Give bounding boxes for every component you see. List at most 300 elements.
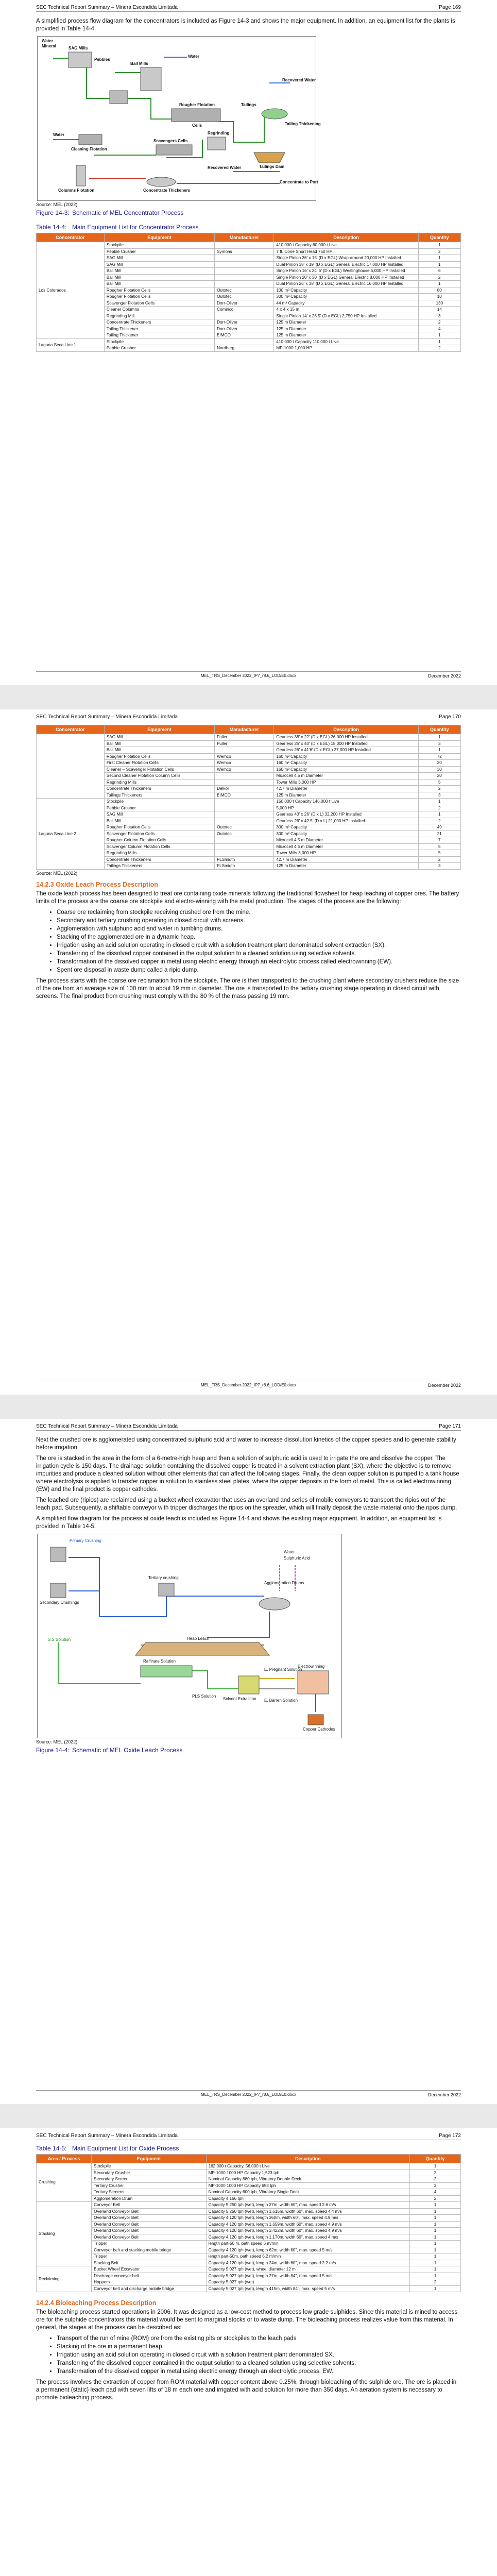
primary-crusher-shape xyxy=(50,1547,66,1562)
pls-flow xyxy=(192,1671,238,1689)
table-cell: Cominco xyxy=(215,307,274,313)
diag-label-pregnant-solution: E. Pregnant Solution xyxy=(264,1667,302,1672)
page-number: Page 169 xyxy=(439,5,461,10)
table-cell: Fuller xyxy=(215,734,274,741)
group-cell: Laguna Seca Line 1 xyxy=(37,338,105,351)
table-row xyxy=(37,2228,461,2234)
table-cell: 20 xyxy=(418,773,460,779)
table-cell: Rougher Flotation Cells xyxy=(104,294,214,300)
table-cell: SAG Mill xyxy=(104,261,214,268)
table-row xyxy=(37,2234,461,2241)
diag-label-raffinate: Raffinate Solution xyxy=(143,1659,176,1664)
diag-label-sulphuric-acid: Sulphuric Acid xyxy=(284,1556,310,1561)
tailings-dam-shape xyxy=(254,152,285,163)
table-cell: Tailing Thickener xyxy=(104,332,214,339)
oxide-crushing-paragraph: The process starts with the coarse ore reclamation from the stockpile. The ore is then transported to the crushing plant where secondary crushers reduce the size of the ore from an average size of 100 mm to about 19 mm in diameter. The ore is transported to the tertiary crushing stage operating in closed circuit with screens. The final product from crushing must comply with the 80 % of the mass passing 19 mm. xyxy=(36,977,459,999)
bioleach-stages-list xyxy=(36,2335,461,2376)
table-cell: length part-50m, path speed 6.2 m/min xyxy=(206,2253,410,2260)
table-cell: Regrinding Mills xyxy=(104,850,214,857)
diag-label-sag-mills: SAG Mills xyxy=(68,46,88,50)
table-cell: Ball Mill xyxy=(104,740,214,747)
table-cell: 1 xyxy=(410,2215,461,2222)
table-cell: Wemco xyxy=(215,766,274,773)
group-cell: Los Colorados xyxy=(37,242,105,339)
list-item: • Stacking of the ore in a permanent heap. xyxy=(57,2343,461,2351)
list-item: • Coarse ore reclaiming from stockpile receiving crushed ore from the mine. xyxy=(57,909,461,917)
table-cell: 42.7 m Diameter xyxy=(274,786,418,792)
footer-text: MEL_TRS_December 2022_IP7_r8.6_LOD/E0.docx xyxy=(201,673,296,678)
table-cell: Capacity 5,027 tph (wet), wheel diameter 12 m xyxy=(206,2266,410,2273)
diag-label-primary-crushing: Primary Crushing xyxy=(70,1538,101,1543)
table-cell xyxy=(215,281,274,287)
cleaning-cells-shape xyxy=(79,134,102,145)
table-cell: Stockpile xyxy=(104,242,214,249)
table-cell: Scavenger Flotation Cells xyxy=(104,300,214,307)
table-cell: Tertiary Screens xyxy=(92,2189,206,2196)
agglomeration-paragraph: Next the crushed ore is agglomerated using concentrated sulphuric acid and water to increase dissolution kinetics of the copper species and to generate stability before irrigation. xyxy=(36,1437,456,1451)
table-cell: Tertiary Crusher xyxy=(92,2182,206,2189)
table-cell: 2 xyxy=(418,856,460,863)
table-cell: Regrinding Mill xyxy=(104,313,214,319)
table-cell: length part-50 m, path speed 6 m/min xyxy=(206,2241,410,2247)
oxide-intro-paragraph: The oxide leach process has been designed to treat ore containing oxide minerals following the traditional flowsheet for heap leaching of copper ores. The battery limits of the process are the coarse ore stockpile and electro-winning with the metal production. The stages of the process are the following: xyxy=(36,890,459,905)
table-cell: 2 xyxy=(418,805,460,811)
oxide-equipment-table xyxy=(36,2154,461,2292)
diag-label-recovered-water-2: Recovered Water xyxy=(208,165,242,170)
table-cell: 42.7 m Diameter xyxy=(274,856,418,863)
table-cell: Conveyor belt and discharge mobile bridge xyxy=(92,2285,206,2292)
page-header xyxy=(36,711,461,721)
table-cell: 1 xyxy=(410,2266,461,2273)
table-cell: 410,000 t Capacity 60,000 t Live xyxy=(274,242,418,249)
table-cell xyxy=(215,268,274,275)
ss-solution-flow xyxy=(58,1642,141,1684)
bioleach-rom-paragraph: The process involves the extraction of copper from ROM material with copper content above 0.25%, through bioleaching of the sulphide ore. The ore is placed in a permanent (static) leach pad with seven lifts of 18 m each one and irrigated with acid solution for more than 350 days. An aeration system is necessary to promote bioleaching process. xyxy=(36,2379,457,2401)
table-cell: 1 xyxy=(410,2234,461,2241)
table-cell: Concentrate Thickeners xyxy=(104,856,214,863)
header-title: SEC Technical Report Summary – Minera Escondida Limitada xyxy=(36,1423,178,1429)
table-cell: 2 xyxy=(410,2176,461,2183)
table-cell: SAG Mill xyxy=(104,734,214,741)
table-cell: 3 xyxy=(418,313,460,319)
list-item: • Irrigation using an acid solution operating in closed circuit with a solution treatment plant denominated solvent extraction (SX). xyxy=(57,942,461,950)
table-header-row xyxy=(37,233,461,242)
table-row xyxy=(37,2285,461,2292)
table-cell: 1 xyxy=(418,255,460,262)
table-row xyxy=(37,2195,461,2202)
table-cell: 1 xyxy=(418,811,460,818)
table-cell: 1 xyxy=(410,2253,461,2260)
diag-label-regrinding: Regrinding xyxy=(208,131,230,135)
tailing-thickener-shape xyxy=(262,109,287,119)
group-cell: Laguna Seca Line 2 xyxy=(37,799,105,870)
page-171 xyxy=(0,1419,497,2104)
table-cell: 30 xyxy=(418,766,460,773)
table-cell: 1 xyxy=(410,2208,461,2215)
figure-number: Figure 14-3: xyxy=(36,209,70,216)
table-cell: Nominal Capacity 600 tph, Vibratory Single Deck xyxy=(206,2189,410,2196)
table-cell: 2 xyxy=(410,2170,461,2176)
table-cell xyxy=(215,850,274,857)
table-cell: 4 xyxy=(418,326,460,332)
header-title: SEC Technical Report Summary – Minera Escondida Limitada xyxy=(36,5,178,10)
figure-source: Source: MEL (2022) xyxy=(36,202,78,207)
page-footer xyxy=(36,671,461,678)
table-cell: Ball Mill xyxy=(104,268,214,275)
table-cell xyxy=(215,779,274,786)
diag-label-copper-cathodes: Copper Cathodes xyxy=(303,1727,335,1732)
table-cell: 1 xyxy=(418,338,460,345)
table-cell: Second Cleaner Flotation Column Cells xyxy=(104,773,214,779)
table-cell: Scavenger Column Flotation Cells xyxy=(104,843,214,850)
column-header: Equipment xyxy=(104,233,214,242)
group-cell: Reclaiming xyxy=(37,2266,92,2292)
diag-label-barren-solution: E. Barren Solution xyxy=(264,1698,298,1703)
table-cell: Capacity 5,250 tph (wet), length 27m, width 60", max. speed 2.6 m/s xyxy=(206,2202,410,2209)
list-item: • Irrigation using an acid solution operating in closed circuit with a solution treatment plant denominated SX. xyxy=(57,2351,461,2359)
table-cell: Symons xyxy=(215,248,274,255)
column-header: Quantity xyxy=(410,2155,461,2163)
table-cell: Rougher Flotation Cells xyxy=(104,824,214,831)
intro-paragraph: A simplified process flow diagram for the concentrators is included as Figure 14-3 and shows the major equipment. In addition, an equipment list for the plants is provided in Table 14-4. xyxy=(36,18,455,32)
diag-label-tertiary-crushing: Tertiary crushing xyxy=(148,1575,179,1580)
oxide-leach-flow-diagram xyxy=(37,1534,342,1738)
table-cell: 4 xyxy=(410,2189,461,2196)
table-cell: 14 xyxy=(418,307,460,313)
table-cell: 2 xyxy=(418,248,460,255)
column-header: Equipment xyxy=(104,725,214,734)
table-cell: 3 xyxy=(418,792,460,799)
table-cell: Nordberg xyxy=(215,345,274,352)
table-row xyxy=(37,2221,461,2228)
table-cell: Capacity 4,166 tph xyxy=(206,2195,410,2202)
table-cell: Ball Mill xyxy=(104,747,214,754)
table-cell: 125 m Diameter xyxy=(274,319,418,326)
table-row xyxy=(37,2189,461,2196)
list-item: • Agglomeration with sulphuric acid and water in tumbling drums. xyxy=(57,925,461,933)
table-cell: 2 xyxy=(410,2279,461,2286)
table-cell: Secondary Screen xyxy=(92,2176,206,2183)
flow-line xyxy=(87,65,110,98)
table-cell xyxy=(215,773,274,779)
table-cell: Capacity 5,250 tph (wet), length 1,615m, width 60", max. speed 4.4 m/s xyxy=(206,2208,410,2215)
table-cell: Dorr-Oliver xyxy=(215,326,274,332)
table-cell xyxy=(215,313,274,319)
table-number: Table 14-4: xyxy=(36,224,67,231)
table-cell: 3 xyxy=(418,863,460,870)
column-shape xyxy=(76,165,85,186)
table-cell: 1 xyxy=(418,242,460,249)
table-cell: Stockpile xyxy=(104,338,214,345)
table-cell: Dorr-Oliver xyxy=(215,319,274,326)
table-cell: 20 xyxy=(418,760,460,767)
table-cell: 300 m³ Capacity xyxy=(274,824,418,831)
list-item: • Transport of the run of mine (ROM) ore from the existing pits or stockpiles to the leach pads xyxy=(57,2335,461,2343)
diag-label-tailings-dam: Tailings Dam xyxy=(259,164,285,169)
list-item: • Spent ore disposal in waste dump called a ripio dump. xyxy=(57,967,461,974)
concentrator-flow-svg xyxy=(38,37,316,200)
table-cell: 300 m³ Capacity xyxy=(274,294,418,300)
table-cell: 7 ft. Cone Short Head 750 HP xyxy=(274,248,418,255)
table-cell: 100 m³ Capacity xyxy=(274,287,418,294)
table-row xyxy=(37,2176,461,2183)
list-item: • Stacking of the agglomerated ore in a dynamic heap. xyxy=(57,934,461,941)
table-cell: 1 xyxy=(410,2163,461,2170)
table-cell: Scavenger Flotation Cells xyxy=(104,831,214,837)
page-172 xyxy=(0,2128,497,2576)
table-cell: 5 xyxy=(418,850,460,857)
group-cell: Stacking xyxy=(37,2202,92,2266)
table-source: Source: MEL (2022) xyxy=(36,870,78,876)
table-cell: Ball Mill xyxy=(104,818,214,824)
column-header: Quantity xyxy=(418,725,460,734)
table-cell: 1 xyxy=(418,332,460,339)
table-row xyxy=(37,799,461,805)
table-cell: 125 m Diameter xyxy=(274,863,418,870)
section-heading-oxide-leach: 14.2.3 Oxide Leach Process Description xyxy=(36,880,158,888)
table-cell: 72 xyxy=(418,753,460,760)
regrinding-shape xyxy=(208,137,226,150)
table-cell xyxy=(215,805,274,811)
table-cell: MP-1000 1000 HP Capacity 1,523 tph xyxy=(206,2170,410,2176)
diag-label-tailings: Tailings xyxy=(241,103,256,107)
table-cell: Capacity 4,120 tph (wet), length 62m, width 60", max. speed 5 m/s xyxy=(206,2247,410,2253)
table-cell: Stockpile xyxy=(92,2163,206,2170)
diag-label-columns: Columns Flotation xyxy=(58,188,95,193)
table-title: Main Equipment List for Concentrator Process xyxy=(72,224,199,231)
concentrator-equipment-table-continued xyxy=(36,725,461,870)
rougher-cells-shape xyxy=(172,109,220,122)
table-cell xyxy=(215,799,274,805)
table-cell xyxy=(215,818,274,824)
list-item: • Secondary and tertiary crushing operating in closed circuit with screens. xyxy=(57,917,461,925)
table-cell: Outotec xyxy=(215,831,274,837)
column-header: Equipment xyxy=(92,2155,206,2163)
page-number: Page 170 xyxy=(439,714,461,720)
table-cell: 1 xyxy=(410,2228,461,2234)
table-cell xyxy=(215,811,274,818)
table-row xyxy=(37,2215,461,2222)
page-170 xyxy=(0,709,497,1395)
table-cell: FLSmidth xyxy=(215,863,274,870)
table-cell: 2 xyxy=(418,345,460,352)
table-cell: 10 xyxy=(418,294,460,300)
table-cell: Overland Conveyor Belt xyxy=(92,2234,206,2241)
page-footer xyxy=(36,2090,461,2097)
footer-date: December 2022 xyxy=(427,673,461,679)
diag-label-secondary-crushings: Secondary Crushings xyxy=(40,1600,79,1605)
table-cell xyxy=(215,338,274,345)
group-cell xyxy=(37,734,105,799)
diag-label-cleaning-flotation: Cleaning Flotation xyxy=(71,147,107,151)
diag-label-water: Water xyxy=(284,1550,295,1554)
table-cell: 1 xyxy=(410,2221,461,2228)
page-number: Page 171 xyxy=(439,1423,461,1429)
heap-leach-paragraph: The ore is stacked in the area in the form of a 6-metre-high heap and then a solution of sulphuric acid is used to irrigate the ore and dissolve the copper. The irrigation cycle is 150 days. The drainage solution containing the dissolved copper is treated in a solvent extraction plant (SX), where the objective is to remove impurities and produce a cleaned solution without other elements that can affect the following stages. Finally, the clean copper solution is pumped to a tank house where electrolysis is applied to transfer copper in solution to stainless steel plates, where the copper deposits in the form of metal. This is called electrowinning (EW) and the final product is copper cathodes. xyxy=(36,1455,459,1493)
table-cell: 49 xyxy=(418,824,460,831)
table-cell xyxy=(215,837,274,844)
oxide-stages-list xyxy=(36,909,461,974)
table-cell: 1 xyxy=(410,2273,461,2279)
column-header: Area / Process xyxy=(37,2155,92,2163)
diag-label-rougher: Rougher Flotation xyxy=(179,103,215,107)
figure-caption xyxy=(36,1747,461,1754)
table-cell: Stockpile xyxy=(104,799,214,805)
table-cell: Pebble Crusher xyxy=(104,805,214,811)
ore-flow xyxy=(208,1612,269,1637)
tertiary-crusher-shape xyxy=(159,1583,174,1596)
table-cell: Dorr-Oliver xyxy=(215,300,274,307)
diag-label-water: Water xyxy=(42,39,53,43)
table-cell: Capacity 4,120 tph (wet), length 24m, width 60", max. speed 2.2 m/s xyxy=(206,2260,410,2266)
table-cell: 300 m³ Capacity xyxy=(274,831,418,837)
table-cell: Overland Conveyor Belt xyxy=(92,2228,206,2234)
table-cell: EIMCO xyxy=(215,332,274,339)
table-cell: Dual Pinion 38' x 19' (D x EGL) General Electric 17,000 HP Installed xyxy=(274,261,418,268)
table-cell xyxy=(215,242,274,249)
table-row xyxy=(37,2241,461,2247)
table-cell: Microcell 4.5 m Diameter xyxy=(274,773,418,779)
list-item: • Transferring of the dissolved copper contained in the output solution to a cleaned solution using selective solvents. xyxy=(57,2360,461,2367)
table-cell: 125 m Diameter xyxy=(274,792,418,799)
table-cell: Single Pinion 20' x 30' (D x EGL) General Electric 8,000 HP Installed xyxy=(274,274,418,281)
table-cell: Capacity 5,027 tph (wet) xyxy=(206,2279,410,2286)
table-cell: Conveyor Belt xyxy=(92,2202,206,2209)
table-cell: 125 m Diameter xyxy=(274,332,418,339)
table-row xyxy=(37,2260,461,2266)
table-cell: Concentrate Thickeners xyxy=(104,786,214,792)
list-item: • Transformation of the dissolved copper in metal using electric energy through an electrolytic process, EW. xyxy=(57,2368,461,2376)
table-cell: Stacking Belt xyxy=(92,2260,206,2266)
table-cell: Gearless 26' x 42.5' (D x L) 21,000 HP Installed xyxy=(274,818,418,824)
table-cell: Rougher Flotation Cells xyxy=(104,753,214,760)
table-cell: 3 xyxy=(418,740,460,747)
table-row xyxy=(37,2182,461,2189)
table-cell: Gearless 26' x 41'6' (D x EGL) 27,000 HP Installed xyxy=(274,747,418,754)
table-row xyxy=(37,2247,461,2253)
table-cell: 5,000 HP xyxy=(274,805,418,811)
table-cell: Nominal Capacity 880 tph, Vibratory Double Deck xyxy=(206,2176,410,2183)
table-cell xyxy=(215,274,274,281)
table-cell xyxy=(215,261,274,268)
table-cell: 162,000 t Capacity, 56,000 t Live xyxy=(206,2163,410,2170)
column-header: Manufacturer xyxy=(215,233,274,242)
diag-label-pls-solution: PLS Solution xyxy=(192,1694,216,1699)
table-row xyxy=(37,242,461,249)
table-cell: 1 xyxy=(410,2260,461,2266)
flow-line xyxy=(128,98,172,119)
table-cell: Overland Conveyor Belt xyxy=(92,2208,206,2215)
table-cell xyxy=(215,747,274,754)
diag-label-agglomeration-drums: Agglomeration Drums xyxy=(264,1581,304,1585)
diag-label-conc-thickeners: Concentrate Thickeners xyxy=(143,188,191,193)
table-cell: 160 m³ Capacity xyxy=(274,760,418,767)
page-169 xyxy=(0,0,497,685)
table-row xyxy=(37,338,461,345)
footer-text: MEL_TRS_December 2022_IP7_r8.6_LOD/E0.docx xyxy=(201,2092,296,2097)
table-cell: 2 xyxy=(418,319,460,326)
table-cell: Overland Conveyor Belt xyxy=(92,2215,206,2222)
table-cell xyxy=(215,255,274,262)
table-cell: 1 xyxy=(410,2247,461,2253)
figure-title: Schematic of MEL Oxide Leach Process xyxy=(72,1747,183,1754)
table-cell: Ball Mill xyxy=(104,274,214,281)
table-cell: 1 xyxy=(418,261,460,268)
table-cell: Bucket Wheel Excavator xyxy=(92,2266,206,2273)
table-cell: Gearless 40' x 26' (D x L) 32,200 HP Installed xyxy=(274,811,418,818)
scavenger-cells-shape xyxy=(156,145,192,155)
table-cell: Dual Pinion 26' x 38' (D x EGL) General Electric 16,000 HP Installed xyxy=(274,281,418,287)
table-cell: Cleaner Columns xyxy=(104,307,214,313)
table-cell: First Cleaner Flotation Cells xyxy=(104,760,214,767)
table-cell: Conveyor belt and stacking mobile bridge xyxy=(92,2247,206,2253)
table-row xyxy=(37,2208,461,2215)
table-cell: Rougher Flotation Cells xyxy=(104,287,214,294)
table-cell: Cleaner – Scavenger Flotation Cells xyxy=(104,766,214,773)
table-cell: Discharge conveyor belt xyxy=(92,2273,206,2279)
table-cell: 125 m Diameter xyxy=(274,326,418,332)
diag-label-heap-leach: Heap Leach xyxy=(187,1636,210,1641)
table-cell: 2 xyxy=(418,274,460,281)
table-cell: 150,000 t Capacity 146,000 t Live xyxy=(274,799,418,805)
table-cell: Agglomeration Drum xyxy=(92,2195,206,2202)
table-cell: Tailings Thickeners xyxy=(104,863,214,870)
table-cell: Gearless 38' x 22' (D x EGL) 26,000 HP Installed xyxy=(274,734,418,741)
table-cell: 160 m³ Capacity xyxy=(274,766,418,773)
footer-date: December 2022 xyxy=(427,1383,461,1388)
ball-mill-shape xyxy=(141,67,161,91)
table-cell: 2 xyxy=(410,2195,461,2202)
column-header: Description xyxy=(206,2155,410,2163)
page-header xyxy=(36,2130,461,2140)
table-cell: 1 xyxy=(418,281,460,287)
table-cell: Tailing Thickener xyxy=(104,326,214,332)
table-cell: Capacity 4,120 tph (wet), length 360m, width 60", max. speed 4.9 m/s xyxy=(206,2215,410,2222)
table-cell: Rougher Column Flotation Cells xyxy=(104,837,214,844)
table-cell: Capacity 4,120 tph (wet), length 3,422m, width 60", max. speed 4.9 m/s xyxy=(206,2228,410,2234)
page-header xyxy=(36,1421,461,1431)
table-cell: 1 xyxy=(410,2241,461,2247)
concentrator-equipment-table xyxy=(36,233,461,352)
concentrator-flow-diagram xyxy=(37,36,321,201)
table-row xyxy=(37,2279,461,2286)
table-cell: Single Pinion 14' x 26.5' (D x EGL) 2,750 HP Installed xyxy=(274,313,418,319)
table-cell: MP-1000 1,000 HP xyxy=(274,345,418,352)
table-cell: Outotec xyxy=(215,824,274,831)
table-cell: Wemco xyxy=(215,760,274,767)
table-cell: Wemco xyxy=(215,753,274,760)
table-cell: Tailings Thickeners xyxy=(104,792,214,799)
diag-label-ball-mills: Ball Mills xyxy=(130,61,148,66)
table-row xyxy=(37,2266,461,2273)
electrowinning-shape xyxy=(298,1671,329,1694)
figure-title: Schematic of MEL Concentrator Process xyxy=(72,209,184,216)
sag-mill-shape xyxy=(68,52,92,67)
table-cell: Single Pinion 16' x 24' 6' (D x EGL) Westinghouse 5,000 HP Installed xyxy=(274,268,418,275)
figure-number: Figure 14-4: xyxy=(36,1747,70,1754)
raffinate-pond-shape xyxy=(141,1666,192,1677)
table-row xyxy=(37,2170,461,2176)
table-cell: 5 xyxy=(418,843,460,850)
table-cell: 21 xyxy=(418,831,460,837)
table-cell: 410,000 t Capacity 110,000 t Live xyxy=(274,338,418,345)
table-row xyxy=(37,2202,461,2209)
diag-label-cells: Cells xyxy=(192,123,202,128)
table-cell: Tower Mills 3,000 HP xyxy=(274,850,418,857)
table-cell: Overland Conveyor Belt xyxy=(92,2221,206,2228)
figure-reference-paragraph: A simplified flow diagram for the process at oxide leach is included as Figure 14-4 and shows the existing major equipment. In addition, an equipment list is provided in Table 14-5. xyxy=(36,1516,442,1530)
figure-source: Source: MEL (2022) xyxy=(36,1739,78,1744)
